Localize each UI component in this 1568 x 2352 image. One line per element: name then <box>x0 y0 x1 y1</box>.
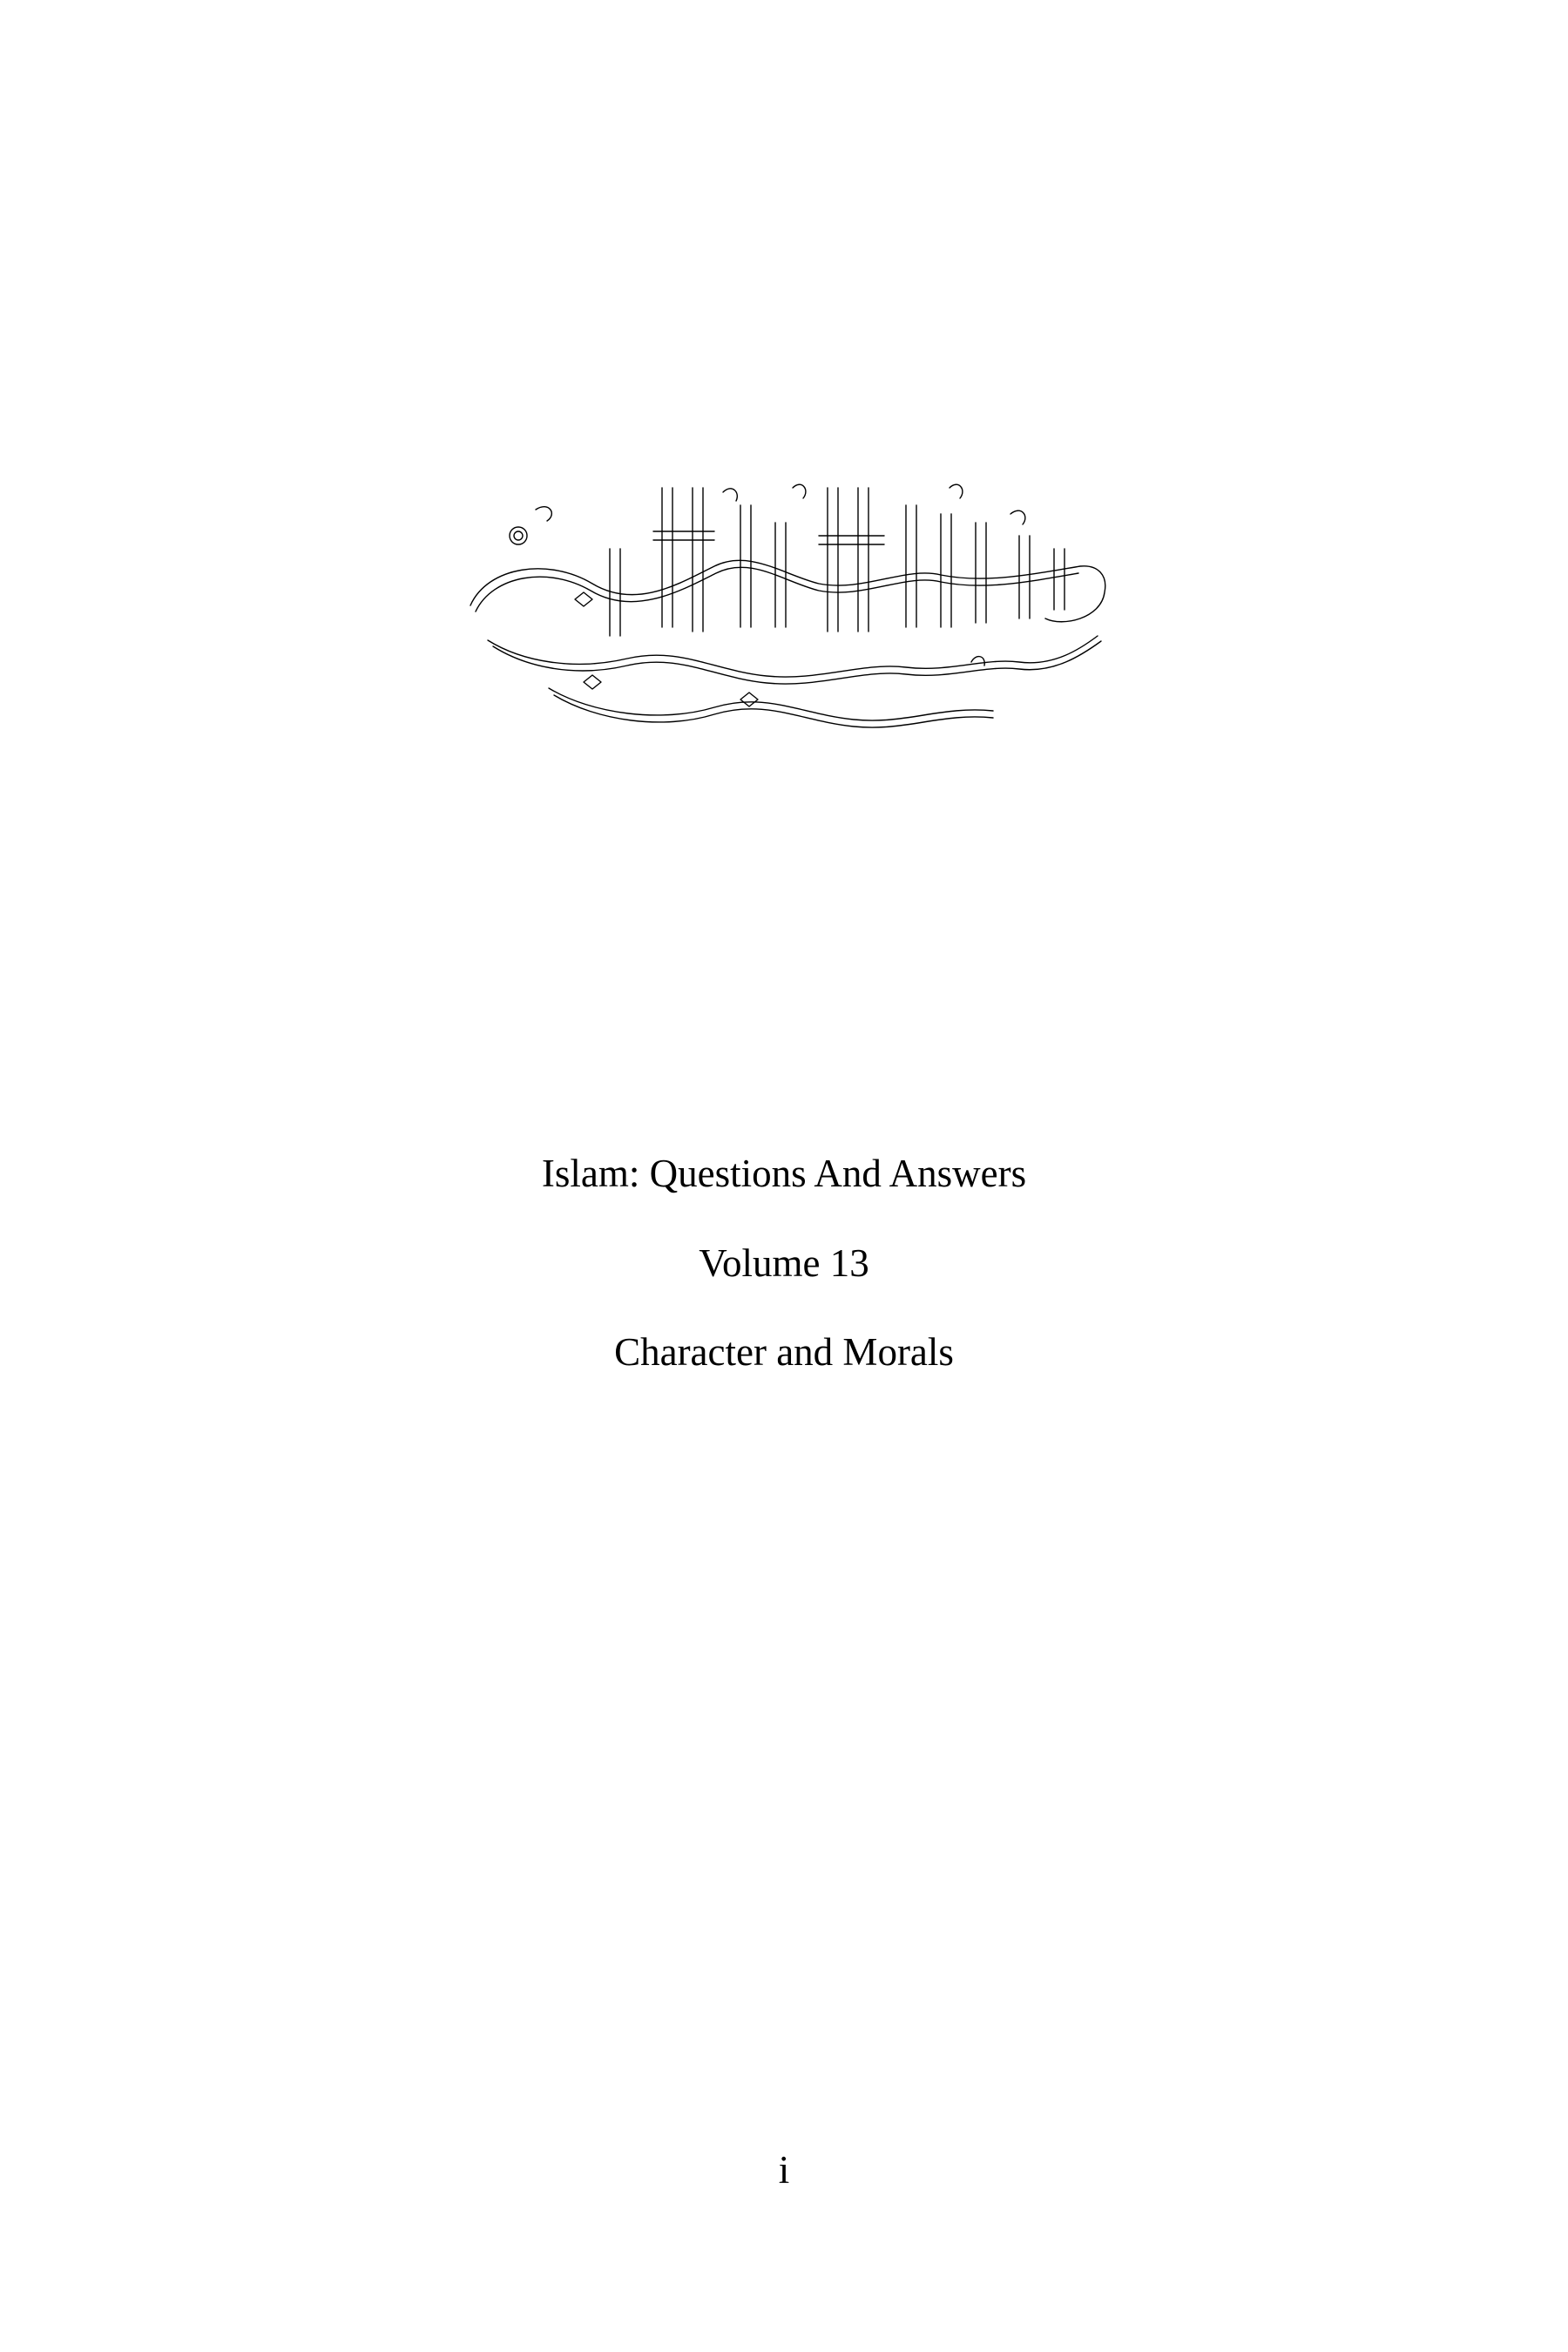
document-title: Islam: Questions And Answers <box>541 1152 1027 1195</box>
volume-label: Volume 13 <box>699 1241 869 1285</box>
basmala-calligraphy-image <box>453 453 1115 749</box>
page-number: i <box>778 2148 790 2192</box>
volume-subtitle: Character and Morals <box>614 1330 954 1374</box>
